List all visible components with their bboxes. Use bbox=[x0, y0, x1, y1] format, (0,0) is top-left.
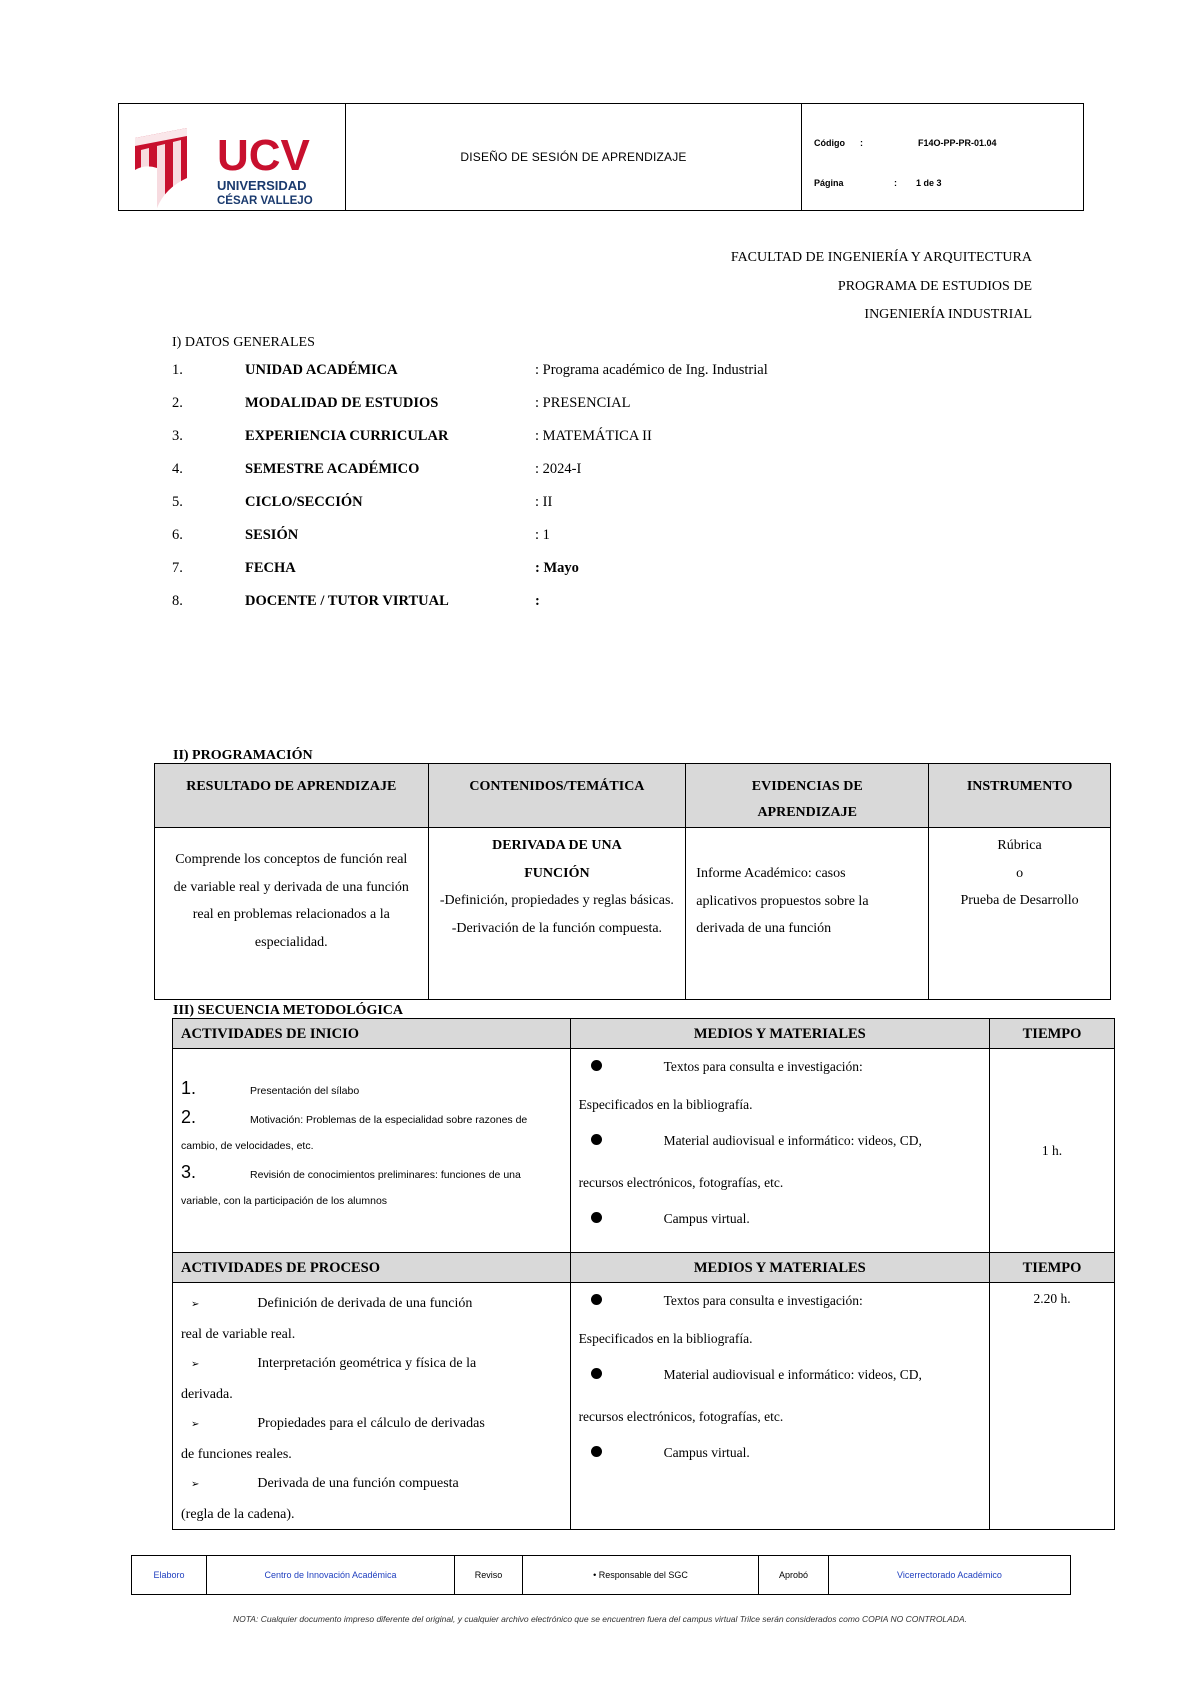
header-instrumento: INSTRUMENTO bbox=[929, 764, 1111, 828]
codigo-sep: : bbox=[860, 138, 863, 148]
list-item bbox=[181, 1289, 562, 1349]
bullet-icon bbox=[591, 1446, 602, 1457]
datos-value: : Mayo bbox=[535, 560, 579, 576]
pagina-value: 1 de 3 bbox=[916, 178, 942, 188]
list-text: Textos para consulta e investigación: bbox=[663, 1059, 863, 1074]
list-text: Campus virtual. bbox=[663, 1211, 750, 1226]
list-text: Material audiovisual e informático: videos, CD, bbox=[663, 1367, 922, 1382]
datos-num: 5. bbox=[172, 494, 183, 510]
elaboro-label: Elaboro bbox=[132, 1556, 207, 1594]
header-tiempo: TIEMPO bbox=[990, 1253, 1115, 1283]
datos-num: 7. bbox=[172, 560, 183, 576]
header-actividades-proceso: ACTIVIDADES DE PROCESO bbox=[173, 1253, 571, 1283]
datos-row bbox=[0, 527, 1200, 547]
list-item bbox=[579, 1365, 982, 1385]
list-text: real de variable real. bbox=[181, 1326, 296, 1342]
approval-footer bbox=[131, 1555, 1071, 1595]
header-actividades-inicio: ACTIVIDADES DE INICIO bbox=[173, 1019, 571, 1049]
programacion-title: II) PROGRAMACIÓN bbox=[173, 748, 313, 763]
instrumento-cell bbox=[929, 828, 1111, 1000]
proceso-tiempo: 2.20 h. bbox=[990, 1283, 1115, 1530]
list-item bbox=[579, 1209, 982, 1229]
contenido-title: DERIVADA DE UNA FUNCIÓN bbox=[492, 838, 622, 881]
header-contenidos: CONTENIDOS/TEMÁTICA bbox=[428, 764, 686, 828]
inicio-medios bbox=[570, 1049, 990, 1253]
secuencia-table bbox=[172, 1018, 1115, 1530]
table-row bbox=[155, 828, 1111, 1000]
datos-label: CICLO/SECCIÓN bbox=[245, 494, 363, 510]
list-num: 1. bbox=[181, 1078, 197, 1098]
aprobo-label: Aprobó bbox=[759, 1556, 829, 1594]
resultado-cell: Comprende los conceptos de función real de variable real y derivada de una función real en problemas relacionados a la especialidad. bbox=[155, 828, 429, 1000]
datos-label: FECHA bbox=[245, 560, 296, 576]
list-text: Definición de derivada de una función bbox=[257, 1296, 473, 1311]
instrumento-item: o bbox=[1016, 865, 1024, 881]
datos-row bbox=[0, 494, 1200, 514]
table-header-row bbox=[173, 1019, 1115, 1049]
list-item bbox=[579, 1131, 982, 1151]
header-medios: MEDIOS Y MATERIALES bbox=[570, 1019, 990, 1049]
instrumento-item: Prueba de Desarrollo bbox=[960, 893, 1079, 908]
datos-label: MODALIDAD DE ESTUDIOS bbox=[245, 395, 439, 411]
list-text: Material audiovisual e informático: videos, CD, bbox=[663, 1133, 922, 1148]
header-tiempo: TIEMPO bbox=[990, 1019, 1115, 1049]
datos-num: 2. bbox=[172, 395, 183, 411]
datos-num: 3. bbox=[172, 428, 183, 444]
codigo-value: F14O-PP-PR-01.04 bbox=[918, 138, 997, 148]
bullet-icon bbox=[591, 1060, 602, 1071]
list-item bbox=[181, 1075, 562, 1104]
table-row bbox=[173, 1283, 1115, 1530]
inicio-tiempo: 1 h. bbox=[990, 1049, 1115, 1253]
list-text: recursos electrónicos, fotografías, etc. bbox=[578, 1175, 784, 1190]
list-item bbox=[181, 1409, 562, 1469]
contenidos-cell bbox=[428, 828, 686, 1000]
faculty-line2: PROGRAMA DE ESTUDIOS DE bbox=[837, 279, 1032, 294]
datos-generales-title: I) DATOS GENERALES bbox=[172, 335, 315, 350]
datos-value: : PRESENCIAL bbox=[535, 395, 631, 411]
list-item bbox=[181, 1159, 562, 1214]
logo-cell bbox=[119, 104, 346, 210]
list-item bbox=[181, 1104, 562, 1159]
list-text: Derivada de una función compuesta bbox=[257, 1476, 459, 1491]
list-item bbox=[181, 1349, 562, 1409]
contenido-item: -Derivación de la función compuesta. bbox=[451, 920, 663, 936]
datos-num: 1. bbox=[172, 362, 183, 378]
datos-num: 8. bbox=[172, 593, 183, 609]
arrow-icon: ➢ bbox=[191, 1419, 200, 1430]
secuencia-title: III) SECUENCIA METODOLÓGICA bbox=[173, 1003, 404, 1018]
table-header-row bbox=[173, 1253, 1115, 1283]
datos-value: : 1 bbox=[535, 527, 550, 543]
programacion-table bbox=[154, 763, 1111, 1000]
footer-note: NOTA: Cualquier documento impreso diferente del original, y cualquier archivo electrónico que se encuentren fuera del campus virtual Trilce serán considerados como COPIA NO CONTROLADA. bbox=[232, 1614, 967, 1624]
document-meta bbox=[802, 104, 1083, 210]
list-text: Motivación: Problemas de la especialidad sobre razones de cambio, de velocidades, etc. bbox=[181, 1114, 528, 1152]
header-resultado: RESULTADO DE APRENDIZAJE bbox=[155, 764, 429, 828]
list-item bbox=[579, 1057, 982, 1077]
logo-brand: UCV bbox=[217, 131, 310, 180]
list-num: 3. bbox=[181, 1162, 197, 1182]
proceso-activities bbox=[173, 1283, 571, 1530]
bullet-icon bbox=[591, 1212, 602, 1223]
datos-label: UNIDAD ACADÉMICA bbox=[245, 362, 398, 378]
datos-row bbox=[0, 593, 1200, 613]
proceso-medios bbox=[570, 1283, 990, 1530]
datos-value: : MATEMÁTICA II bbox=[535, 428, 652, 444]
datos-label: EXPERIENCIA CURRICULAR bbox=[245, 428, 449, 444]
reviso-value: • Responsable del SGC bbox=[523, 1556, 759, 1594]
list-text: Interpretación geométrica y física de la bbox=[257, 1356, 477, 1371]
datos-row bbox=[0, 428, 1200, 448]
list-text: Revisión de conocimientos preliminares: funciones de una variable, con la participación de los alumnos bbox=[181, 1169, 521, 1207]
document-header bbox=[118, 103, 1084, 211]
inicio-activities bbox=[173, 1049, 571, 1253]
datos-row bbox=[0, 395, 1200, 415]
datos-row bbox=[0, 461, 1200, 481]
list-text: Propiedades para el cálculo de derivadas bbox=[257, 1416, 485, 1431]
datos-value: : bbox=[535, 593, 540, 609]
datos-row bbox=[0, 560, 1200, 580]
list-text: Especificados en la bibliografía. bbox=[578, 1097, 753, 1112]
bullet-icon bbox=[591, 1294, 602, 1305]
list-num: 2. bbox=[181, 1107, 197, 1127]
datos-label: DOCENTE / TUTOR VIRTUAL bbox=[245, 593, 449, 609]
datos-row bbox=[0, 362, 1200, 382]
evidencia-cell: Informe Académico: casos aplicativos propuestos sobre la derivada de una función bbox=[686, 828, 929, 1000]
contenido-item: -Definición, propiedades y reglas básicas. bbox=[439, 893, 674, 908]
reviso-label: Reviso bbox=[455, 1556, 523, 1594]
header-evidencias: EVIDENCIAS DE APRENDIZAJE bbox=[686, 764, 929, 828]
faculty-line3: INGENIERÍA INDUSTRIAL bbox=[864, 307, 1032, 322]
datos-value: : Programa académico de Ing. Industrial bbox=[535, 362, 768, 378]
datos-label: SESIÓN bbox=[245, 527, 299, 543]
logo-line2: CÉSAR VALLEJO bbox=[217, 195, 313, 207]
list-text: Campus virtual. bbox=[663, 1445, 750, 1460]
arrow-icon: ➢ bbox=[191, 1479, 200, 1490]
list-text: Presentación del sílabo bbox=[250, 1085, 360, 1097]
instrumento-item: Rúbrica bbox=[997, 838, 1042, 853]
bullet-icon bbox=[591, 1134, 602, 1145]
datos-value: : II bbox=[535, 494, 553, 510]
datos-num: 4. bbox=[172, 461, 183, 477]
table-header-row bbox=[155, 764, 1111, 828]
datos-label: SEMESTRE ACADÉMICO bbox=[245, 461, 420, 477]
header-medios: MEDIOS Y MATERIALES bbox=[570, 1253, 990, 1283]
list-item bbox=[579, 1291, 982, 1311]
codigo-label: Código bbox=[814, 138, 845, 148]
pagina-label: Página bbox=[814, 178, 844, 188]
ucv-logo bbox=[127, 108, 337, 208]
table-row bbox=[173, 1049, 1115, 1253]
bullet-icon bbox=[591, 1368, 602, 1379]
datos-num: 6. bbox=[172, 527, 183, 543]
list-text: (regla de la cadena). bbox=[181, 1506, 295, 1522]
datos-value: : 2024-I bbox=[535, 461, 582, 477]
list-text: recursos electrónicos, fotografías, etc. bbox=[578, 1409, 784, 1424]
document-title: DISEÑO DE SESIÓN DE APRENDIZAJE bbox=[346, 104, 802, 210]
list-text: de funciones reales. bbox=[181, 1446, 292, 1462]
arrow-icon: ➢ bbox=[191, 1359, 200, 1370]
list-text: Especificados en la bibliografía. bbox=[578, 1331, 753, 1346]
aprobo-value: Vicerrectorado Académico bbox=[897, 1570, 1002, 1580]
logo-line1: UNIVERSIDAD bbox=[217, 178, 307, 193]
list-item bbox=[579, 1443, 982, 1463]
list-text: derivada. bbox=[181, 1386, 233, 1402]
faculty-line1: FACULTAD DE INGENIERÍA Y ARQUITECTURA bbox=[730, 250, 1032, 265]
elaboro-value: Centro de Innovación Académica bbox=[207, 1556, 455, 1594]
list-item bbox=[181, 1469, 562, 1529]
arrow-icon: ➢ bbox=[191, 1299, 200, 1310]
list-text: Textos para consulta e investigación: bbox=[663, 1293, 863, 1308]
pagina-sep: : bbox=[894, 178, 897, 188]
